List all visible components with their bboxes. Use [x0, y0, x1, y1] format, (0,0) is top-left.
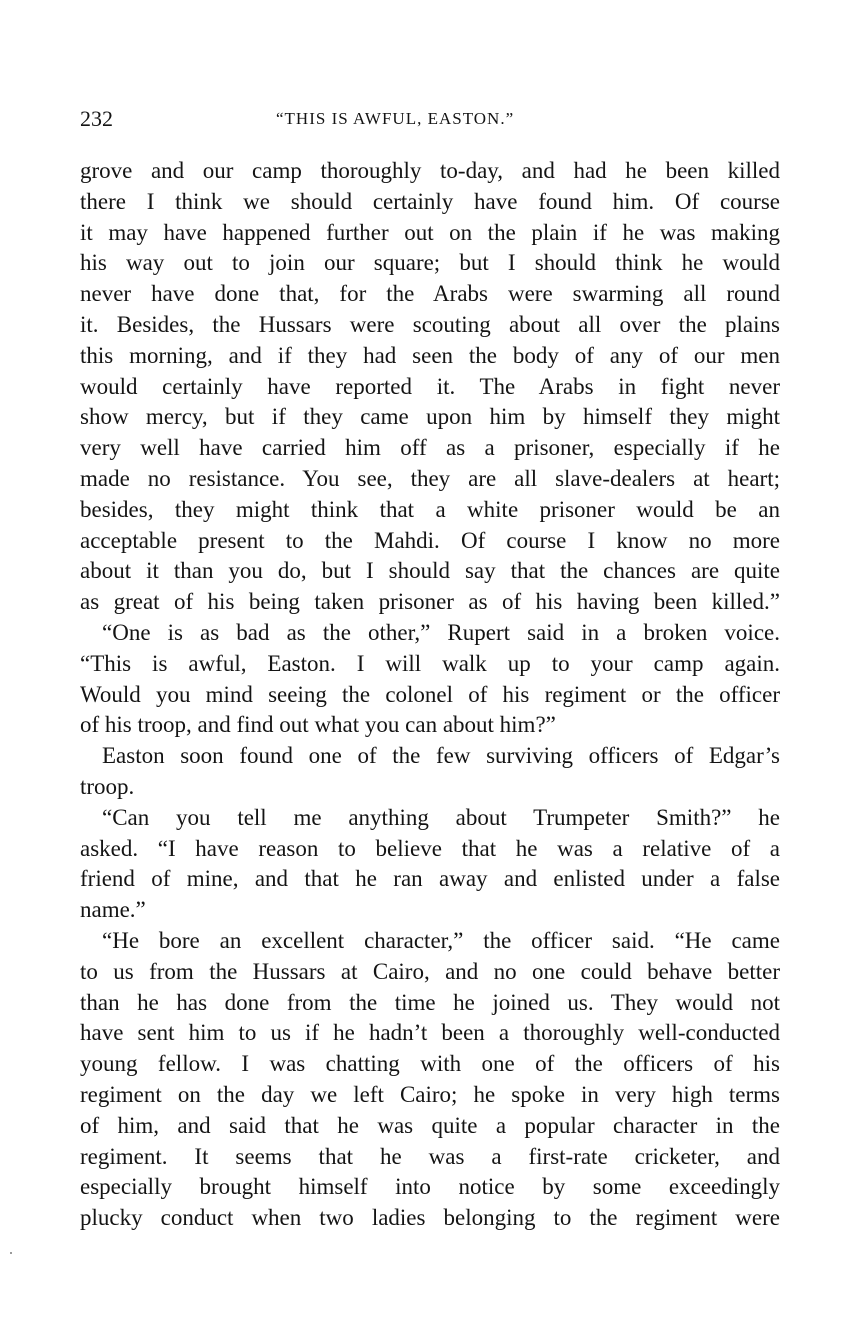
text-line: to us from the Hussars at Cairo, and no one could behave better — [80, 958, 780, 984]
scan-speck — [10, 1252, 12, 1254]
text-line: young fellow. I was chatting with one of the officers of his — [80, 1051, 780, 1077]
text-line: plucky conduct when two ladies belonging to the regiment were — [80, 1205, 780, 1231]
text-line: “One is as bad as the other,” Rupert said in a broken voice. — [102, 619, 780, 645]
paragraph-3 — [80, 741, 780, 803]
paragraph-2 — [80, 618, 780, 741]
running-head — [80, 104, 780, 138]
text-line: his way out to join our square; but I should think he would — [80, 250, 780, 276]
text-line: asked. “I have reason to believe that he was a relative of a — [80, 835, 780, 861]
text-line: it may have happened further out on the plain if he was making — [80, 219, 780, 245]
text-line: of his troop, and find out what you can about him?” — [80, 712, 556, 738]
text-line: troop. — [80, 773, 135, 799]
text-line: “He bore an excellent character,” the officer said. “He came — [102, 927, 780, 953]
text-line: never have done that, for the Arabs were swarming all round — [80, 281, 780, 307]
text-line: acceptable present to the Mahdi. Of course I know no more — [80, 527, 780, 553]
text-line: very well have carried him off as a prisoner, especially if he — [80, 435, 780, 461]
text-line: regiment. It seems that he was a first-rate cricketer, and — [80, 1143, 780, 1169]
text-line: grove and our camp thoroughly to-day, and had he been killed — [80, 158, 780, 183]
text-line: there I think we should certainly have found him. Of course — [80, 188, 780, 214]
text-line: “Can you tell me anything about Trumpeter Smith?” he — [102, 804, 780, 830]
text-line: besides, they might think that a white prisoner would be an — [80, 496, 780, 522]
book-page — [80, 104, 780, 1234]
running-title: “THIS IS AWFUL, EASTON.” — [276, 109, 515, 128]
text-line: show mercy, but if they came upon him by himself they might — [80, 404, 780, 430]
text-line: about it than you do, but I should say that the chances are quite — [80, 558, 780, 584]
text-line: than he has done from the time he joined us. They would not — [80, 989, 780, 1015]
text-line: especially brought himself into notice by some exceedingly — [80, 1174, 780, 1200]
text-line: would certainly have reported it. The Arabs in fight never — [80, 373, 780, 399]
text-line: regiment on the day we left Cairo; he spoke in very high terms — [80, 1081, 780, 1107]
paragraph-5 — [80, 926, 780, 1234]
body-text — [80, 156, 780, 1234]
text-line: name.” — [80, 897, 146, 923]
text-line: “This is awful, Easton. I will walk up to your camp again. — [80, 650, 780, 676]
text-line: have sent him to us if he hadn’t been a thoroughly well-conducted — [80, 1020, 780, 1046]
text-line: it. Besides, the Hussars were scouting about all over the plains — [80, 311, 780, 337]
text-line: this morning, and if they had seen the body of any of our men — [80, 342, 780, 368]
text-line: Would you mind seeing the colonel of his regiment or the officer — [80, 681, 780, 707]
text-line: Easton soon found one of the few surviving officers of Edgar’s — [102, 743, 780, 769]
text-line: as great of his being taken prisoner as of his having been killed.” — [80, 589, 780, 615]
text-line: of him, and said that he was quite a popular character in the — [80, 1112, 780, 1138]
page-number: 232 — [80, 106, 113, 131]
text-line: friend of mine, and that he ran away and enlisted under a false — [80, 866, 780, 892]
text-line: made no resistance. You see, they are all slave-dealers at heart; — [80, 465, 780, 491]
paragraph-1 — [80, 156, 780, 618]
paragraph-4 — [80, 803, 780, 926]
